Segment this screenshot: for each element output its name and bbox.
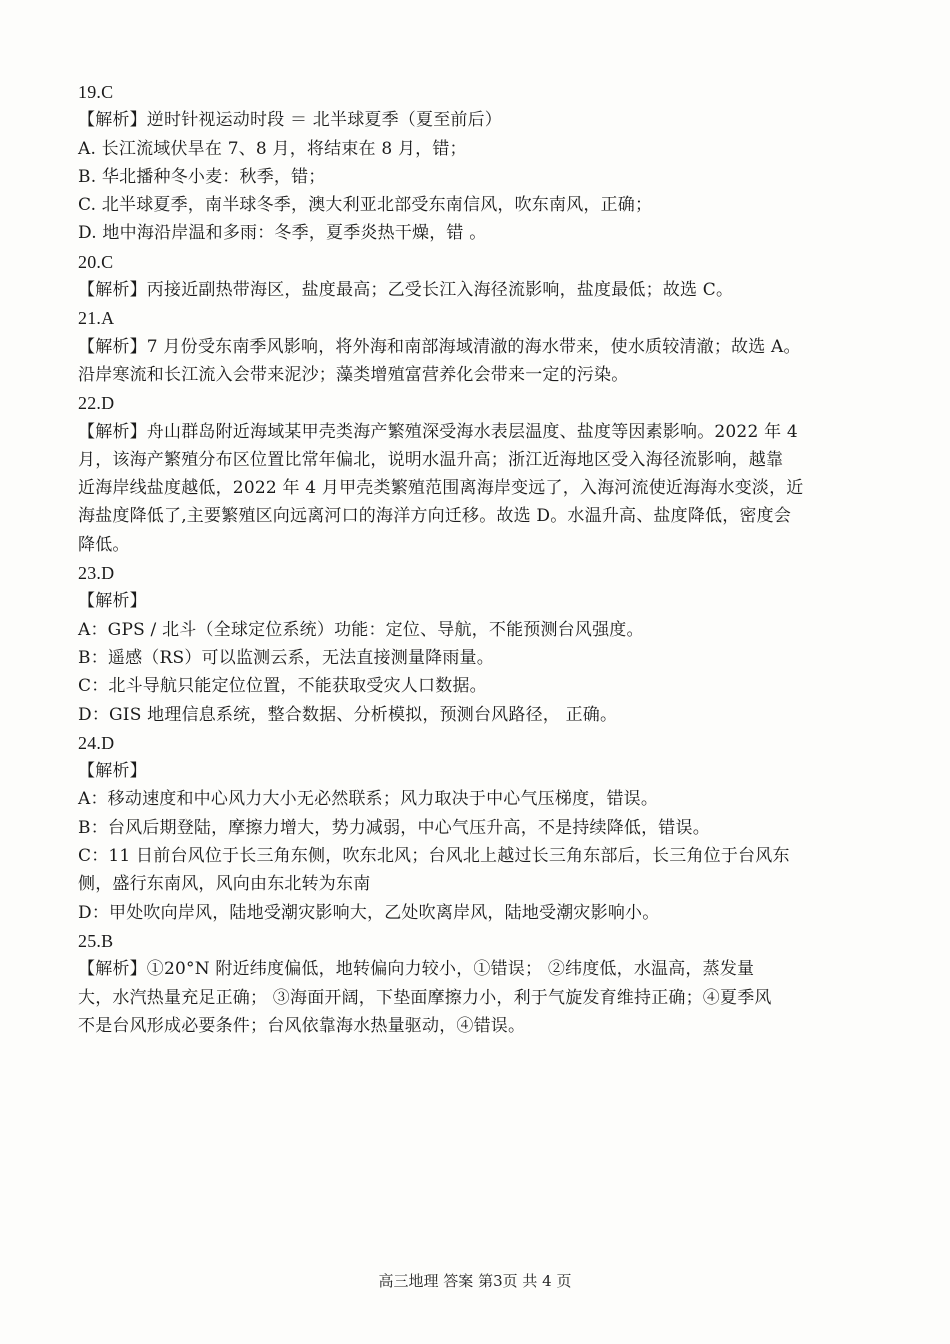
explanation-line: 降低。 (78, 534, 130, 555)
explanation-line: D：甲处吹向岸风，陆地受潮灾影响大，乙处吹离岸风，陆地受潮灾影响小。 (78, 902, 660, 923)
question-number: 23.D (78, 563, 115, 584)
question-block (78, 248, 878, 305)
explanation-line: D：GIS 地理信息系统，整合数据、分析模拟，预测台风路径， 正确。 (78, 704, 618, 725)
question-block (78, 389, 878, 559)
page-footer: 高三地理 答案 第3页 共 4 页 (378, 1272, 572, 1290)
explanation-line: 【解析】 (78, 761, 147, 782)
question-number: 24.D (78, 732, 115, 753)
explanation-line: 近海岸线盐度越低，2022 年 4 月甲壳类繁殖范围离海岸变远了，入海河流使近海海水变淡，近 (78, 478, 804, 499)
question-block (78, 559, 878, 729)
explanation-line: 【解析】逆时针视运动时段 ＝ 北半球夏季（夏至前后） (78, 110, 503, 131)
explanation-line: 侧，盛行东南风，风向由东北转为东南 (78, 874, 371, 895)
explanation-line: B：台风后期登陆，摩擦力增大，势力减弱，中心气压升高，不是持续降低，错误。 (78, 817, 710, 838)
explanation-line: 海盐度降低了,主要繁殖区向远离河口的海洋方向迁移。故选 D。水温升高、盐度降低，密度会 (78, 506, 792, 527)
question-number: 21.A (78, 308, 115, 329)
explanation-line: 【解析】舟山群岛附近海域某甲壳类海产繁殖深受海水表层温度、盐度等因素影响。2022 年 4 (78, 421, 798, 442)
question-number: 20.C (78, 251, 114, 272)
explanation-line: A：GPS / 北斗（全球定位系统）功能：定位、导航，不能预测台风强度。 (78, 619, 644, 640)
question-block (78, 78, 878, 248)
explanation-line: 不是台风形成必要条件；台风依靠海水热量驱动，④错误。 (78, 1015, 526, 1036)
explanation-line: A：移动速度和中心风力大小无必然联系；风力取决于中心气压梯度，错误。 (78, 789, 659, 810)
explanation-line: 【解析】丙接近副热带海区，盐度最高；乙受长江入海径流影响，盐度最低；故选 C。 (78, 280, 734, 301)
explanation-line: 【解析】 (78, 591, 147, 612)
explanation-line: C：北斗导航只能定位位置，不能获取受灾人口数据。 (78, 676, 487, 697)
explanation-line: C. 北半球夏季，南半球冬季，澳大利亚北部受东南信风，吹东南风，正确； (78, 195, 653, 216)
question-number: 25.B (78, 930, 114, 951)
explanation-line: 沿岸寒流和长江流入会带来泥沙；藻类增殖富营养化会带来一定的污染。 (78, 364, 629, 385)
question-number: 22.D (78, 393, 115, 414)
explanation-line: C：11 日前台风位于长三角东侧，吹东北风；台风北上越过长三角东部后，长三角位于台风东 (78, 846, 790, 867)
explanation-line: D. 地中海沿岸温和多雨：冬季，夏季炎热干燥，错 。 (78, 223, 487, 244)
explanation-line: 大，水汽热量充足正确； ③海面开阔，下垫面摩擦力小，利于气旋发育维持正确；④夏季风 (78, 987, 772, 1008)
explanation-line: B：遥感（RS）可以监测云系，无法直接测量降雨量。 (78, 647, 494, 668)
answer-content (78, 78, 878, 1040)
question-block (78, 304, 878, 389)
explanation-line: B. 华北播种冬小麦：秋季，错； (78, 166, 326, 187)
explanation-line: 【解析】①20°N 附近纬度偏低，地转偏向力较小，①错误； ②纬度低，水温高，蒸发量 (78, 959, 755, 980)
explanation-line: 【解析】7 月份受东南季风影响，将外海和南部海域清澈的海水带来，使水质较清澈；故选 A。 (78, 336, 801, 357)
explanation-line: A. 长江流域伏旱在 7、8 月，将结束在 8 月，错； (78, 138, 467, 159)
explanation-line: 月，该海产繁殖分布区位置比常年偏北，说明水温升高；浙江近海地区受入海径流影响，越靠 (78, 449, 784, 470)
question-block (78, 927, 878, 1040)
question-number: 19.C (78, 82, 114, 102)
question-block (78, 729, 878, 927)
